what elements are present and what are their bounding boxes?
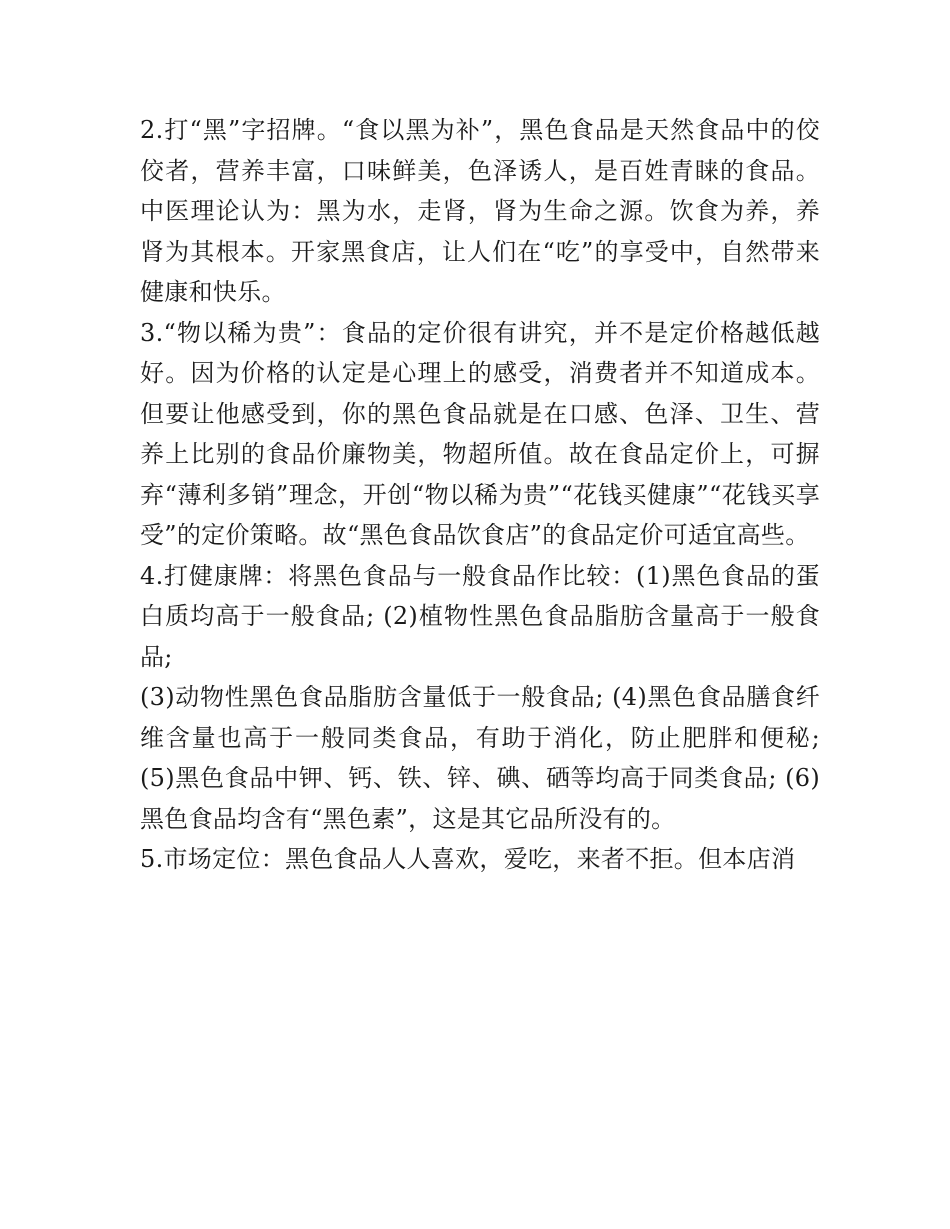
paragraph-health-comparison: 4.打健康牌：将黑色食品与一般食品作比较：(1)黑色食品的蛋白质均高于一般食品; (2)植物性黑色食品脂肪含量高于一般食品; bbox=[140, 561, 820, 671]
paragraph-pricing: 3.“物以稀为贵”：食品的定价很有讲究，并不是定价格越低越好。因为价格的认定是心理上的感受，消费者并不知道成本。但要让他感受到，你的黑色食品就是在口感、色泽、卫生、营养上比别的食品价廉物美，物超所值。故在食品定价上，可摒弃“薄利多销”理念，开创“物以稀为贵”“花钱买健康”“花钱买享受”的定价策略。故“黑色食品饮食店”的食品定价可适宜高些。 bbox=[140, 318, 820, 549]
document-body bbox=[140, 110, 820, 880]
paragraph-health-comparison-continued: (3)动物性黑色食品脂肪含量低于一般食品; (4)黑色食品膳食纤维含量也高于一般同类食品，有助于消化，防止肥胖和便秘; (5)黑色食品中钾、钙、铁、锌、碘、硒等均高于同类食品; (6)黑色食品均含有“黑色素”，这是其它品所没有的。 bbox=[140, 683, 820, 833]
paragraph-black-brand: 2.打“黑”字招牌。“食以黑为补”，黑色食品是天然食品中的佼佼者，营养丰富，口味鲜美，色泽诱人，是百姓青睐的食品。中医理论认为：黑为水，走肾，肾为生命之源。饮食为养，养肾为其根本。开家黑食店，让人们在“吃”的享受中，自然带来健康和快乐。 bbox=[140, 116, 820, 306]
paragraph-market-positioning: 5.市场定位：黑色食品人人喜欢，爱吃，来者不拒。但本店消 bbox=[140, 845, 796, 873]
